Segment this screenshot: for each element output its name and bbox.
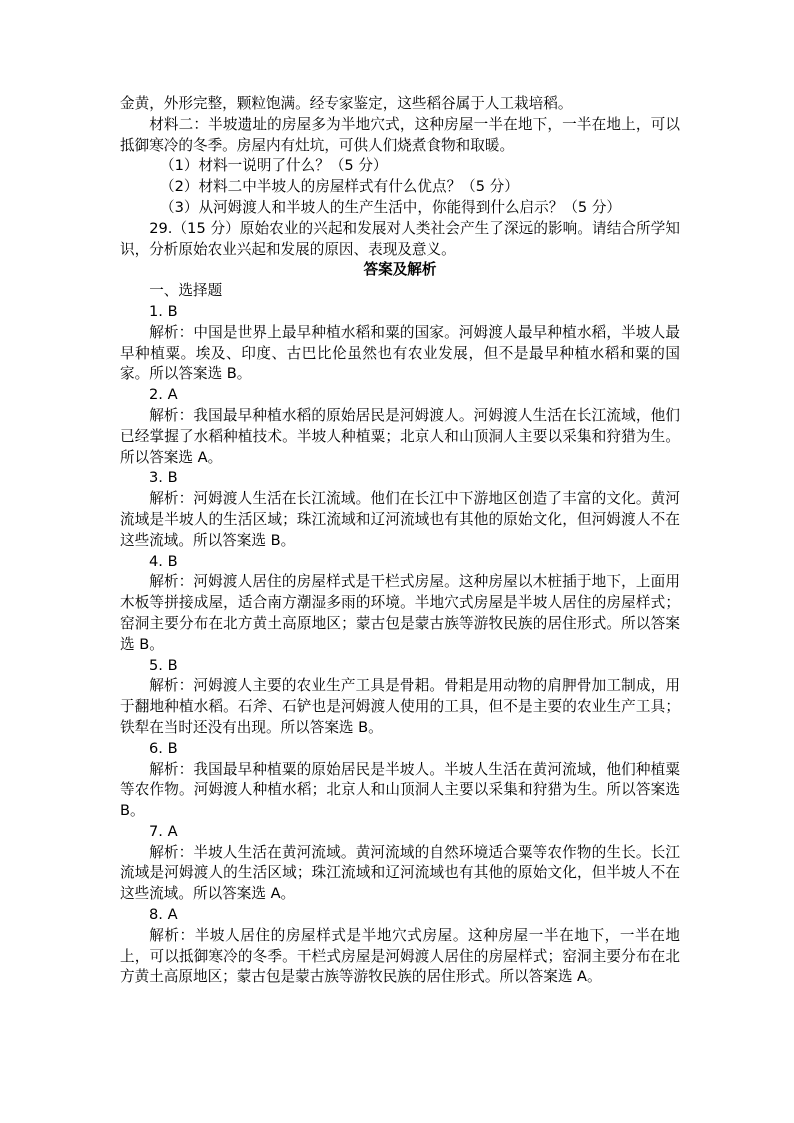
answer-number: 1. B <box>149 302 178 320</box>
material-two: 材料二：半坡遗址的房屋多为半地穴式，这种房屋一半在地下，一半在地上，可以抵御寒冷的冬季。房屋内有灶坑，可供人们烧煮食物和取暖。 <box>120 115 680 154</box>
answer-number: 7. A <box>149 822 178 840</box>
question-1: （1）材料一说明了什么？（5 分） <box>160 157 388 175</box>
answer-number: 5. B <box>149 656 178 674</box>
answer-explanation: 解析：半坡人居住的房屋样式是半地穴式房屋。这种房屋一半在地下，一半在地上，可以抵御寒冷的冬季。干栏式房屋是河姆渡人居住的房屋样式；窑洞主要分布在北方黄土高原地区；蒙古包是蒙古族等游牧民族的居住形式。所以答案选 A。 <box>120 926 680 986</box>
answer-number: 4. B <box>149 552 178 570</box>
material-one-continuation: 金黄，外形完整，颗粒饱满。经专家鉴定，这些稻谷属于人工栽培稻。 <box>120 95 573 112</box>
answer-number: 2. A <box>149 386 178 404</box>
answer-number: 6. B <box>149 739 178 757</box>
answer-explanation: 解析：河姆渡人主要的农业生产工具是骨耜。骨耜是用动物的肩胛骨加工制成，用于翻地种植水稻。石斧、石铲也是河姆渡人使用的工具，但不是主要的农业生产工具；铁犁在当时还没有出现。所以答案选 B。 <box>120 677 680 736</box>
question-2: （2）材料二中半坡人的房屋样式有什么优点？（5 分） <box>160 178 519 196</box>
answer-explanation: 解析：我国最早种植粟的原始居民是半坡人。半坡人生活在黄河流域，他们种植粟等农作物。河姆渡人种植水稻；北京人和山顶洞人主要以采集和狩猎为生。所以答案选 B。 <box>120 760 680 820</box>
answer-number: 8. A <box>149 906 178 924</box>
question-29: 29.（15 分）原始农业的兴起和发展对人类社会产生了深远的影响。请结合所学知识，分析原始农业兴起和发展的原因、表现及意义。 <box>120 219 680 258</box>
answer-number: 3. B <box>149 469 178 487</box>
answers-title: 答案及解析 <box>363 261 437 279</box>
answer-explanation: 解析：中国是世界上最早种植水稻和粟的国家。河姆渡人最早种植水稻，半坡人最早种植粟。埃及、印度、古巴比伦虽然也有农业发展，但不是最早种植水稻和粟的国家。所以答案选 B。 <box>120 323 680 383</box>
answer-list <box>120 302 680 988</box>
answer-explanation: 解析：河姆渡人居住的房屋样式是干栏式房屋。这种房屋以木桩插于地下，上面用木板等拼接成屋，适合南方潮湿多雨的环境。半地穴式房屋是半坡人居住的房屋样式；窑洞主要分布在北方黄土高原地区；蒙古包是蒙古族等游牧民族的居住形式。所以答案选 B。 <box>120 573 680 653</box>
answer-explanation: 解析：河姆渡人生活在长江流域。他们在长江中下游地区创造了丰富的文化。黄河流域是半坡人的生活区域；珠江流域和辽河流域也有其他的原始文化，但河姆渡人不在这些流域。所以答案选 B。 <box>120 490 680 549</box>
question-3: （3）从河姆渡人和半坡人的生产生活中，你能得到什么启示？（5 分） <box>160 198 622 216</box>
answer-explanation: 解析：我国最早种植水稻的原始居民是河姆渡人。河姆渡人生活在长江流域，他们已经掌握了水稻种植技术。半坡人种植粟；北京人和山顶洞人主要以采集和狩猎为生。所以答案选 A。 <box>120 406 680 466</box>
answer-explanation: 解析：半坡人生活在黄河流域。黄河流域的自然环境适合粟等农作物的生长。长江流域是河姆渡人的生活区域；珠江流域和辽河流域也有其他的原始文化，但半坡人不在这些流域。所以答案选 A。 <box>120 843 680 903</box>
section-title: 一、选择题 <box>149 282 223 300</box>
document-page <box>120 94 680 988</box>
